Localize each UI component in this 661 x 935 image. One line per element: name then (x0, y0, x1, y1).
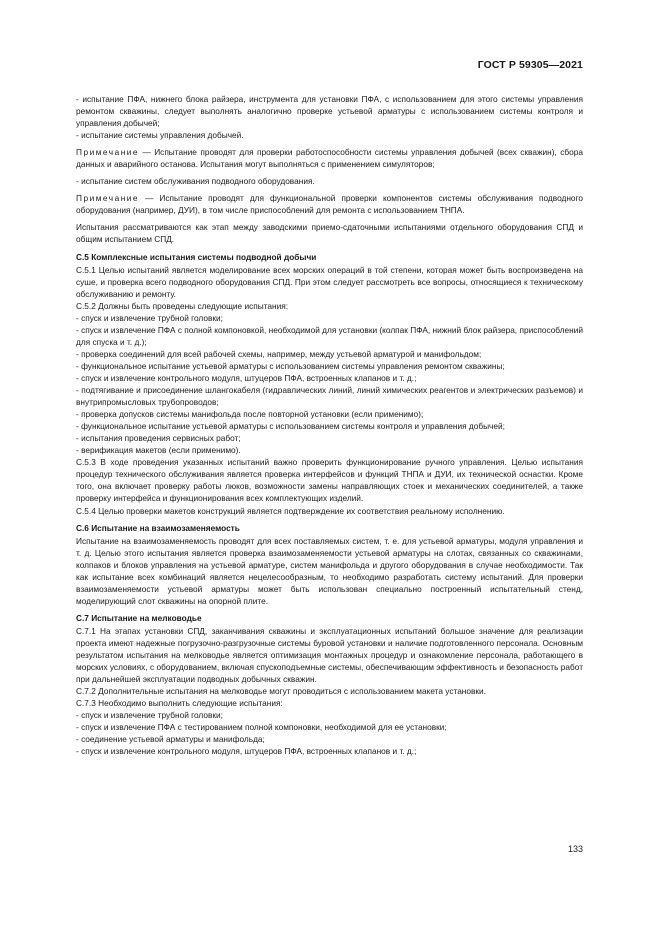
paragraph: Испытание на взаимозаменяемость проводят для всех поставляемых систем, т. е. для устьевой арматуры, модуля управления и т. д. Целью этого испытания является проверка взаимозаменяемости устьевой арматуры на слотах, связанных со скважинами, колпаков и блоков управления на устьевой арматуре, систем манифольда и другого оборудования в случае необходимости. Так как испытание всех комбинаций является нецелесообразным, то необходимо разработать систему испытаний. Для проверки взаимозаменяемости устьевой арматуры может быть использован специально построенный испытательный стенд, моделирующий слот скважины на опорной плите. (76, 535, 583, 606)
paragraph: - испытание системы управления добычей. (76, 130, 244, 141)
page-number: 133 (567, 844, 583, 854)
note-label: Примечание (76, 193, 140, 204)
paragraph: - спуск и извлечение ПФА с тестированием полной компоновки, необходимой для ее установки; (76, 722, 447, 733)
paragraph: С.7.3 Необходимо выполнить следующие испытания: (76, 698, 283, 709)
paragraph: - испытания проведения сервисных работ; (76, 433, 241, 444)
paragraph: - спуск и извлечение трубной головки; (76, 312, 223, 323)
paragraph: - спуск и извлечение ПФА с полной компоновкой, необходимой для установки (колпак ПФА, нижний блок райзера, приспособлений для спуска и т. д.); (76, 324, 583, 347)
paragraph: - функциональное испытание устьевой арматуры с использованием системы контроля и управления добычей; (76, 421, 505, 432)
paragraph: - спуск и извлечение контрольного модуля, штуцеров ПФА, встроенных клапанов и т. д.; (76, 746, 417, 757)
note-label: Примечание (76, 147, 140, 158)
paragraph: С.7.1 На этапах установки СПД, заканчивания скважины и эксплуатационных испытаний большое значение для реализации проекта имеют надежные погрузочно-разгрузочные системы буровой установки и наличие подготовленного персонала. Основным результатом испытания на мелководье является оптимизация монтажных процедур и ознакомление персонала, работающего в морских условиях, с оборудованием, включая спускоподъемные системы, обеспечивающим эффективность и безопасность работ при дальнейшей эксплуатации подводных добычных скважин. (76, 625, 583, 685)
paragraph: С.5.4 Целью проверки макетов конструкций является подтверждение их соответствия реальному исполнению. (76, 505, 505, 516)
note-text: — Испытание проводят для функциональной проверки компонентов системы обслуживания подводного оборудования (например, ДУИ), в том числе приспособлений для ремонта с использованием ТНПА. (76, 193, 583, 216)
paragraph: - верификация макетов (если применимо). (76, 445, 241, 456)
document-body (76, 93, 583, 757)
paragraph: Испытания рассматриваются как этап между заводскими приемо-сдаточными испытаниями отдельного оборудования СПД и общим испытанием СПД. (76, 222, 583, 245)
section-heading: С.7 Испытание на мелководье (76, 612, 202, 623)
paragraph: - проверка соединений для всей рабочей схемы, например, между устьевой арматурой и манифольдом; (76, 348, 482, 359)
section-heading: С.5 Комплексные испытания системы подводной добычи (76, 251, 317, 262)
section-heading: С.6 Испытание на взаимозаменяемость (76, 522, 240, 533)
paragraph: С.5.3 В ходе проведения указанных испытаний важно проверить функционирование ручного управления. Целью испытания процедур технического обслуживания является проверка интерфейсов и функций ТНПА и ДУИ, их технической оснастки. Кроме того, она включает проверку работы люков, возможности замены направляющих стоек и механических соединителей, а также проверку интерфейса и функционирования всех комплектующих изделий. (76, 457, 583, 504)
paragraph: - спуск и извлечение контрольного модуля, штуцеров ПФА, встроенных клапанов и т. д.; (76, 372, 417, 383)
paragraph: - испытание систем обслуживания подводного оборудования. (76, 176, 315, 187)
paragraph: - соединение устьевой арматуры и манифольда; (76, 734, 265, 745)
note-paragraph (76, 146, 583, 170)
note-text: — Испытание проводят для проверки работоспособности системы управления добычей (всех скважин), сбора данных и аварийного останова. Испытания могут выполняться с применением симуляторов; (76, 147, 583, 170)
paragraph: С.5.1 Целью испытаний является моделирование всех морских операций в той степени, которая может быть воспроизведена на суше, и проверка всего подводного оборудования СПД. При этом следует рассмотреть все вопросы, относящиеся к техническому обслуживанию и ремонту. (76, 264, 583, 299)
paragraph: - функциональное испытание устьевой арматуры с использованием системы управления ремонтом скважины; (76, 360, 505, 371)
paragraph: - спуск и извлечение трубной головки; (76, 710, 223, 721)
standard-header: ГОСТ Р 59305—2021 (477, 59, 583, 71)
paragraph: - проверка допусков системы манифольда после повторной установки (если применимо); (76, 409, 424, 420)
paragraph: С.5.2 Должны быть проведены следующие испытания: (76, 300, 289, 311)
paragraph: - подтягивание и присоединение шлангокабеля (гидравлических линий, линий химических реагентов и электрических разъемов) и внутрипромысловых трубопроводов; (76, 385, 583, 408)
paragraph: - испытание ПФА, нижнего блока райзера, инструмента для установки ПФА, с использованием для этого системы управления ремонтом скважины, следует выполнять аналогично проверке устьевой арматуры с использованием системы контроля и управления добычей; (76, 94, 583, 129)
note-paragraph (76, 192, 583, 216)
paragraph: С.7.2 Дополнительные испытания на мелководье могут проводиться с использованием макета установки. (76, 686, 486, 697)
